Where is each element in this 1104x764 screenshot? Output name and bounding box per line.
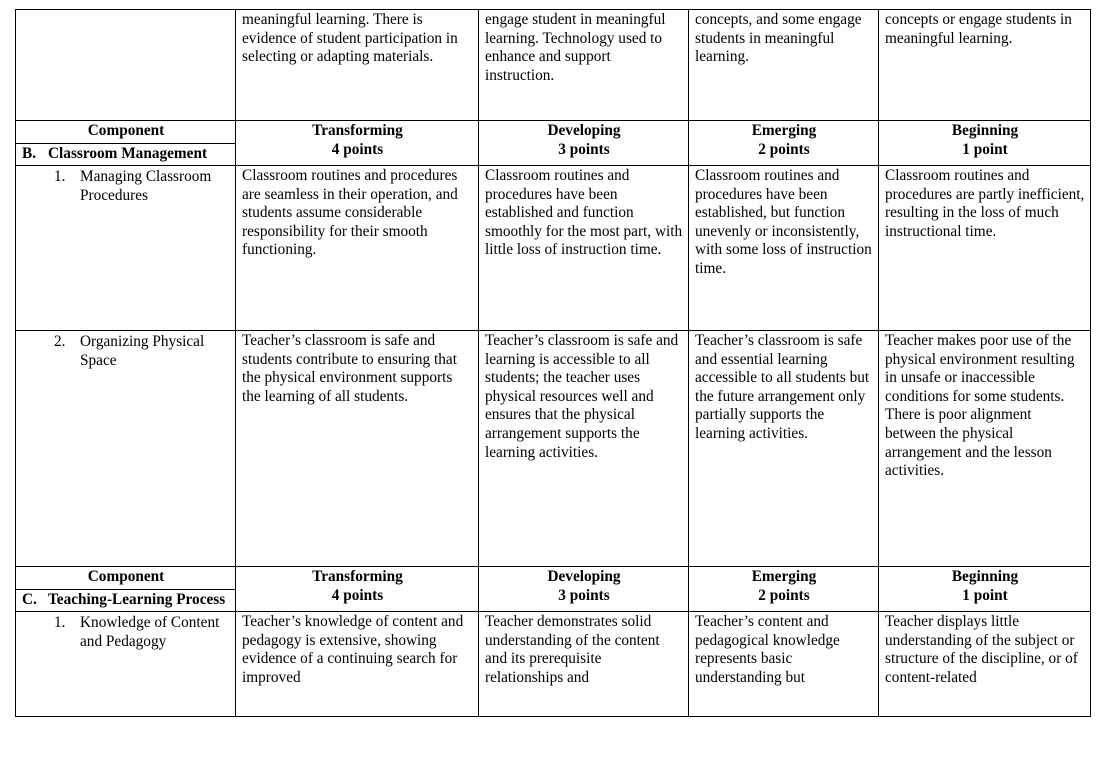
cell-component-b2: [16, 331, 236, 567]
cell-beginning-b2: [879, 331, 1091, 567]
header-label-component: Component: [87, 122, 165, 139]
section-title-c: [16, 589, 236, 612]
cell-text: Teacher’s content and pedagogical knowledge represents basic understanding but: [695, 613, 840, 687]
table-row-header-component-b: [16, 121, 1091, 144]
cell-transforming-continuation: [236, 10, 479, 121]
header-level-points: 2 points: [758, 140, 810, 158]
cell-component-continuation: [16, 10, 236, 121]
cell-text: Teacher makes poor use of the physical environment resulting in unsafe or inaccessible conditions for some students. There is poor alignment between the physical arrangement and the lesson activities.: [885, 332, 1075, 480]
section-letter: B.: [22, 144, 37, 162]
table-row-continuation: [16, 10, 1091, 121]
cell-text: engage student in meaningful learning. Technology used to enhance and support instruction.: [485, 11, 666, 84]
header-label-component: Component: [87, 568, 165, 586]
header-cell-emerging-c: [689, 567, 879, 612]
header-cell-emerging-b: [689, 121, 879, 166]
cell-text: concepts, and some engage students in meaningful learning.: [695, 11, 862, 66]
section-title-text: Teaching-Learning Process: [48, 590, 226, 608]
cell-text: Classroom routines and procedures have been established and function smoothly for the most part, with little loss of instruction time.: [485, 167, 683, 259]
cell-component-c1: [16, 612, 236, 717]
cell-text: Classroom routines and procedures are partly inefficient, resulting in the loss of much instructional time.: [885, 167, 1085, 240]
criterion-name: Organizing Physical Space: [80, 333, 205, 369]
header-cell-transforming-b: [236, 121, 479, 166]
criterion-number: 2.: [54, 333, 66, 351]
cell-text: concepts or engage students in meaningful learning.: [885, 11, 1072, 47]
header-level-name: Emerging: [751, 568, 817, 586]
table-row-header-component-c: [16, 567, 1091, 590]
rubric-table: [15, 9, 1091, 717]
header-cell-component-c: [16, 567, 236, 590]
header-level-points: 4 points: [331, 140, 384, 158]
cell-text: meaningful learning. There is evidence of student participation in selecting or adapting materials.: [242, 11, 458, 66]
header-level-name: Emerging: [751, 122, 817, 139]
cell-developing-continuation: [479, 10, 689, 121]
cell-beginning-b1: [879, 166, 1091, 331]
header-level-name: Beginning: [951, 568, 1019, 586]
cell-emerging-b2: [689, 331, 879, 567]
cell-developing-c1: [479, 612, 689, 717]
header-cell-component-b: [16, 121, 236, 144]
cell-transforming-c1: [236, 612, 479, 717]
header-level-name: Transforming: [312, 568, 403, 586]
cell-text: Classroom routines and procedures have been established, but function unevenly or inconsistently, with some loss of instruction time.: [695, 167, 872, 278]
table-row-criterion-b2: [16, 331, 1091, 567]
table-row-criterion-c1: [16, 612, 1091, 717]
header-level-name: Transforming: [312, 122, 403, 139]
header-level-points: 3 points: [558, 586, 610, 604]
header-level-points: 3 points: [558, 140, 610, 158]
cell-text: Teacher’s classroom is safe and learning is accessible to all students; the teacher uses physical resources well and ensures that the physical arrangement supports the learning activities.: [485, 332, 679, 461]
cell-transforming-b2: [236, 331, 479, 567]
cell-emerging-c1: [689, 612, 879, 717]
header-level-points: 4 points: [331, 586, 384, 604]
cell-text: Classroom routines and procedures are seamless in their operation, and students assume considerable responsibility for their smooth functioning.: [242, 167, 458, 259]
cell-text: Teacher’s classroom is safe and essential learning accessible to all students but the future arrangement only partially supports the learning activities.: [695, 332, 870, 443]
header-cell-developing-b: [479, 121, 689, 166]
section-title-b: [16, 143, 236, 166]
cell-text: Teacher demonstrates solid understanding of the content and its prerequisite relationships and: [485, 613, 660, 687]
cell-emerging-continuation: [689, 10, 879, 121]
criterion-name: Knowledge of Content and Pedagogy: [80, 614, 220, 650]
cell-emerging-b1: [689, 166, 879, 331]
header-cell-beginning-c: [879, 567, 1091, 612]
cell-developing-b2: [479, 331, 689, 567]
cell-text: Teacher displays little understanding of the subject or structure of the discipline, or of content-related: [885, 613, 1078, 687]
header-cell-developing-c: [479, 567, 689, 612]
criterion-number: 1.: [54, 168, 66, 186]
cell-text: Teacher’s classroom is safe and students contribute to ensuring that the physical environment supports the learning of all students.: [242, 332, 457, 405]
cell-developing-b1: [479, 166, 689, 331]
cell-beginning-continuation: [879, 10, 1091, 121]
section-title-text: Classroom Management: [48, 144, 208, 162]
header-level-name: Developing: [547, 568, 621, 586]
header-level-name: Beginning: [951, 122, 1019, 139]
table-row-criterion-b1: [16, 166, 1091, 331]
header-level-points: 1 point: [962, 140, 1008, 158]
cell-component-b1: [16, 166, 236, 331]
header-cell-beginning-b: [879, 121, 1091, 166]
header-level-name: Developing: [547, 122, 621, 139]
criterion-name: Managing Classroom Procedures: [80, 168, 212, 204]
header-cell-transforming-c: [236, 567, 479, 612]
cell-beginning-c1: [879, 612, 1091, 717]
section-letter: C.: [22, 590, 37, 608]
cell-transforming-b1: [236, 166, 479, 331]
criterion-number: 1.: [54, 614, 66, 632]
cell-text: Teacher’s knowledge of content and pedagogy is extensive, showing evidence of a continuing search for improved: [242, 613, 464, 687]
header-level-points: 1 point: [962, 586, 1008, 604]
header-level-points: 2 points: [758, 586, 810, 604]
